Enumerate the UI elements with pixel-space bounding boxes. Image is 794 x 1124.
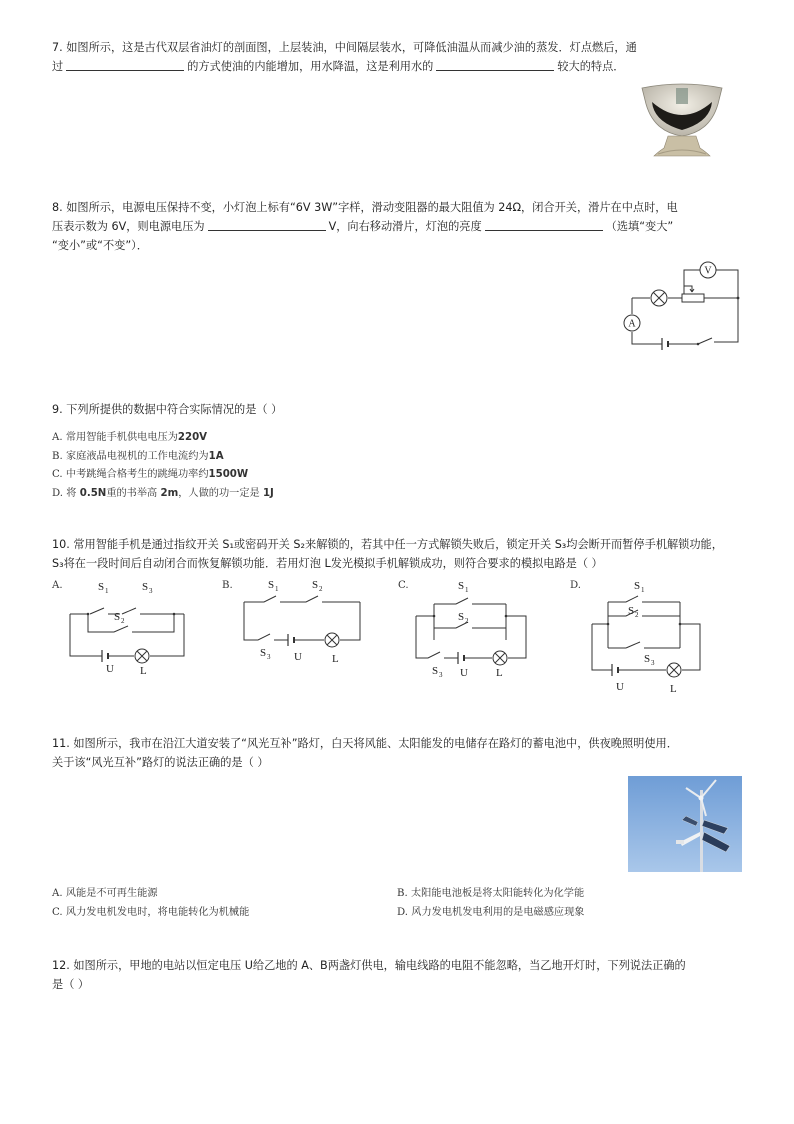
svg-text:V: V — [704, 265, 712, 277]
option-value: 1500W — [208, 469, 249, 480]
option-text: 重的书举高 — [106, 488, 158, 499]
svg-text:S: S — [458, 611, 465, 623]
svg-text:S: S — [644, 653, 651, 665]
svg-text:L: L — [332, 653, 339, 665]
q7-blank-2[interactable] — [436, 58, 554, 71]
svg-text:L: L — [140, 665, 147, 677]
svg-text:1: 1 — [641, 586, 645, 594]
svg-text:U: U — [106, 663, 114, 675]
option-value: 1J — [262, 488, 274, 499]
svg-text:3: 3 — [651, 659, 655, 667]
q12-line2: 是（ ） — [52, 978, 90, 991]
q11-option-b[interactable] — [397, 884, 584, 899]
option-text: 风力发电机发电时，将电能转化为机械能 — [65, 907, 250, 918]
option-letter: B. — [397, 888, 408, 899]
svg-text:A: A — [628, 318, 636, 330]
svg-text:1: 1 — [275, 585, 279, 593]
ammeter-icon — [624, 315, 640, 331]
svg-text:L: L — [670, 683, 677, 695]
q7-line2 — [52, 57, 742, 76]
oil-lamp-image — [640, 82, 724, 158]
q11-line2: 关于该“风光互补”路灯的说法正确的是（ ） — [52, 756, 269, 769]
svg-text:1: 1 — [105, 587, 109, 595]
q8-line2 — [52, 217, 742, 236]
q7-text-b: 的方式使油的内能增加，用水降温，这是利用水的 — [187, 60, 434, 73]
q8-line1: 8. 如图所示，电源电压保持不变，小灯泡上标有“6V 3W”字样，滑动变阻器的最大阻值为 24Ω，闭合开关，滑片在中点时，电 — [52, 201, 678, 214]
q10-circuit-a[interactable] — [68, 576, 188, 676]
voltmeter-icon — [700, 262, 716, 278]
q9-option-c[interactable] — [52, 465, 248, 480]
option-text: 风力发电机发电利用的是电磁感应现象 — [411, 907, 585, 918]
option-text: 风能是不可再生能源 — [65, 888, 158, 899]
option-letter: C. — [52, 469, 63, 480]
option-letter: D. — [397, 907, 409, 918]
lamp-icon — [651, 290, 667, 306]
svg-text:3: 3 — [267, 653, 271, 661]
svg-text:S: S — [628, 605, 635, 617]
option-letter: C. — [52, 907, 63, 918]
option-text: ，人做的功一定是 — [178, 488, 260, 499]
option-text: 常用智能手机供电电压为 — [65, 432, 178, 443]
svg-text:U: U — [294, 651, 302, 663]
q9-option-a[interactable] — [52, 428, 207, 443]
question-8 — [52, 198, 742, 255]
q7-line1: 7. 如图所示，这是古代双层省油灯的剖面图，上层装油，中间隔层装水，可降低油温从而减少油的蒸发．灯点燃后，通 — [52, 41, 637, 54]
q10-circuit-b[interactable] — [240, 576, 362, 668]
question-12 — [52, 956, 742, 994]
q10-line2: S₃将在一段时间后自动闭合而恢复解锁功能．若用灯泡 L发光模拟手机解锁成功，则符合要求的模拟电路是（ ） — [52, 557, 603, 570]
q12-line1: 12. 如图所示，甲地的电站以恒定电压 U给乙地的 A、B两盏灯供电，输电线路的电阻不能忽略，当乙地开灯时，下列说法正确的 — [52, 959, 686, 972]
svg-text:2: 2 — [635, 611, 639, 619]
option-text: 太阳能电池板是将太阳能转化为化学能 — [410, 888, 585, 899]
q10-circuit-d[interactable] — [586, 576, 706, 698]
option-letter: A. — [52, 888, 63, 899]
option-value: 2m — [160, 488, 179, 499]
q8-circuit-diagram — [620, 262, 746, 354]
q10-option-d-letter[interactable]: D. — [570, 580, 582, 591]
q11-option-a[interactable] — [52, 884, 158, 899]
svg-text:2: 2 — [465, 617, 469, 625]
q9-stem: 9. 下列所提供的数据中符合实际情况的是（ ） — [52, 403, 283, 416]
q11-option-d[interactable] — [397, 903, 584, 918]
svg-text:U: U — [460, 667, 468, 679]
q7-text-c: 较大的特点． — [557, 60, 625, 73]
option-text: 家庭液晶电视机的工作电流约为 — [65, 451, 209, 462]
option-letter: B. — [52, 451, 63, 462]
question-7 — [52, 38, 742, 76]
question-11 — [52, 734, 742, 772]
option-value: 0.5N — [79, 488, 107, 499]
svg-text:S: S — [114, 611, 121, 623]
svg-text:S: S — [98, 581, 105, 593]
q8-text-c: （选填“变大” — [605, 220, 674, 233]
svg-text:S: S — [432, 665, 439, 677]
q10-option-b-letter[interactable]: B. — [222, 580, 233, 591]
svg-text:2: 2 — [121, 617, 125, 625]
q11-option-c[interactable] — [52, 903, 249, 918]
svg-text:S: S — [458, 580, 465, 592]
svg-text:S: S — [142, 581, 149, 593]
q7-text-a: 过 — [52, 60, 64, 73]
q8-line3: “变小”或“不变”）． — [52, 239, 148, 252]
q10-circuit-c[interactable] — [414, 576, 530, 680]
q9-option-b[interactable] — [52, 447, 224, 462]
svg-text:S: S — [268, 579, 275, 591]
svg-text:S: S — [312, 579, 319, 591]
option-value: 1A — [208, 451, 224, 462]
svg-text:1: 1 — [465, 586, 469, 594]
svg-text:L: L — [496, 667, 503, 679]
option-value: 220V — [177, 432, 208, 443]
q10-line1: 10. 常用智能手机是通过指纹开关 S₁或密码开关 S₂来解锁的，若其中任一方式解锁失败后，锁定开关 S₃均会断开而暂停手机解锁功能， — [52, 538, 723, 551]
svg-text:3: 3 — [439, 671, 443, 679]
q7-blank-1[interactable] — [66, 58, 184, 71]
svg-text:S: S — [634, 580, 641, 592]
question-9 — [52, 400, 742, 419]
q11-line1: 11. 如图所示，我市在沿江大道安装了“风光互补”路灯，白天将风能、太阳能发的电储存在路灯的蓄电池中，供夜晚照明使用． — [52, 737, 678, 750]
option-letter: D. — [52, 488, 64, 499]
rheostat-icon — [682, 294, 704, 302]
question-10 — [52, 535, 742, 573]
q8-text-a: 压表示数为 6V，则电源电压为 — [52, 220, 205, 233]
svg-text:U: U — [616, 681, 624, 693]
q8-text-b: V，向右移动滑片，灯泡的亮度 — [328, 220, 482, 233]
q10-option-c-letter[interactable]: C. — [398, 580, 409, 591]
street-lamp-image — [628, 776, 742, 872]
svg-text:2: 2 — [319, 585, 323, 593]
svg-text:3: 3 — [149, 587, 153, 595]
q8-blank-1[interactable] — [208, 218, 326, 231]
q9-option-d[interactable] — [52, 484, 274, 499]
q10-option-a-letter[interactable]: A. — [52, 580, 63, 591]
option-letter: A. — [52, 432, 63, 443]
battery-icon — [662, 338, 668, 350]
option-text: 将 — [66, 488, 77, 499]
option-text: 中考跳绳合格考生的跳绳功率约 — [65, 469, 209, 480]
svg-text:S: S — [260, 647, 267, 659]
q8-blank-2[interactable] — [485, 218, 603, 231]
